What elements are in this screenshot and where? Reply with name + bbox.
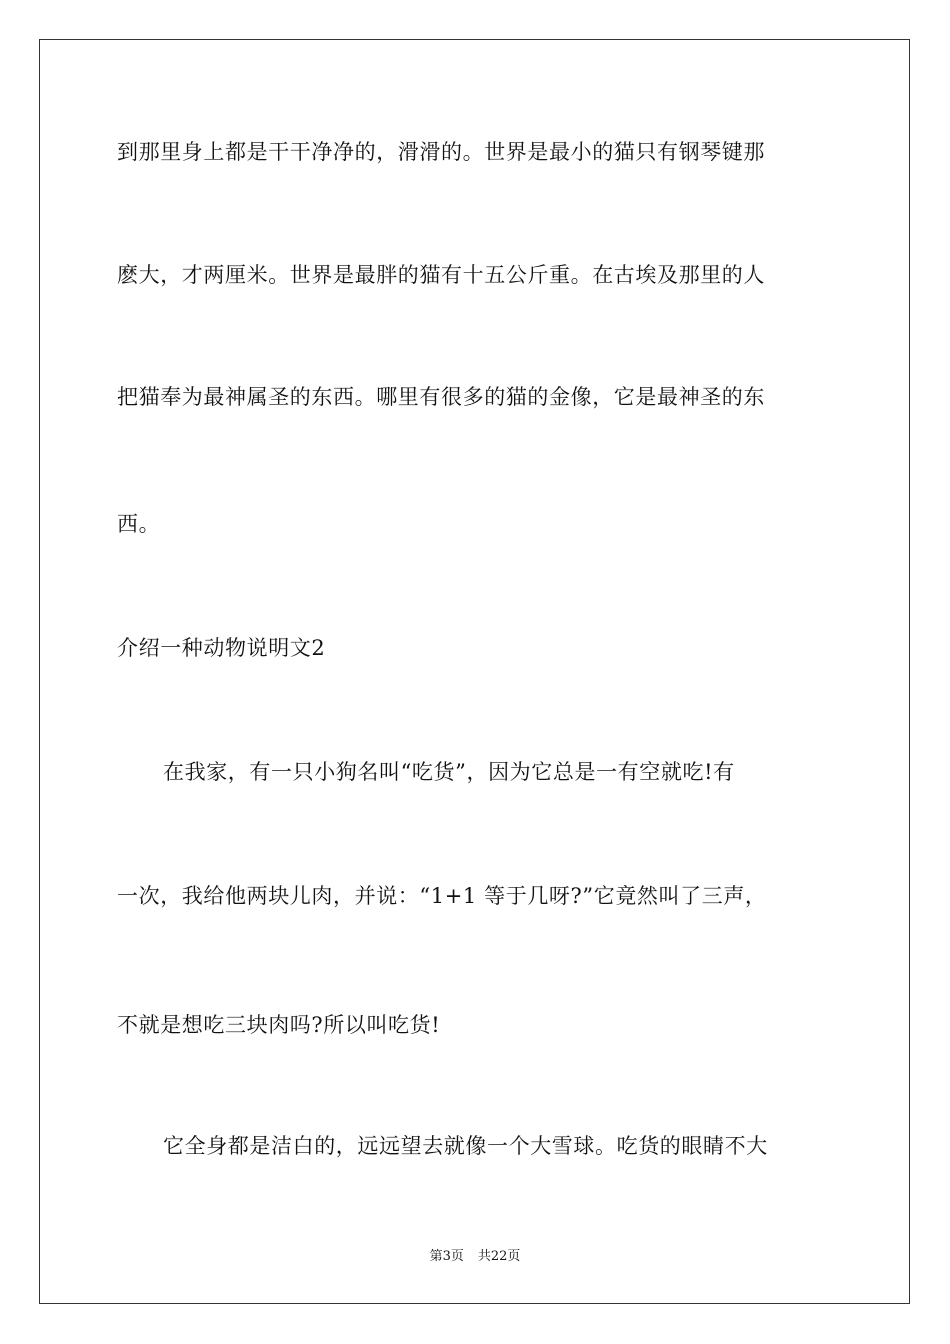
- page-frame: [39, 39, 910, 1304]
- para2-line-2: 一次，我给他两块儿肉，并说：“1+1 等于几呀?”它竟然叫了三声，: [117, 884, 767, 908]
- para2-line-1: 在我家，有一只小狗名叫“吃货”，因为它总是一有空就吃!有: [163, 760, 735, 784]
- para2-line-3: 不就是想吃三块肉吗?所以叫吃货!: [117, 1013, 441, 1037]
- body-line-1: 到那里身上都是干干净净的，滑滑的。世界是最小的猫只有钢琴键那: [117, 140, 765, 164]
- para3-line-1: 它全身都是洁白的，远远望去就像一个大雪球。吃货的眼睛不大: [163, 1134, 768, 1158]
- body-line-4: 西。: [117, 512, 161, 536]
- page-number: 第3页: [429, 1249, 464, 1264]
- page-total: 共22页: [477, 1249, 521, 1264]
- section-title: 介绍一种动物说明文2: [117, 636, 326, 660]
- body-line-3: 把猫奉为最神属圣的东西。哪里有很多的猫的金像，它是最神圣的东: [117, 385, 765, 409]
- page-footer: [0, 1248, 950, 1266]
- body-line-2: 麽大，才两厘米。世界是最胖的猫有十五公斤重。在古埃及那里的人: [117, 263, 765, 287]
